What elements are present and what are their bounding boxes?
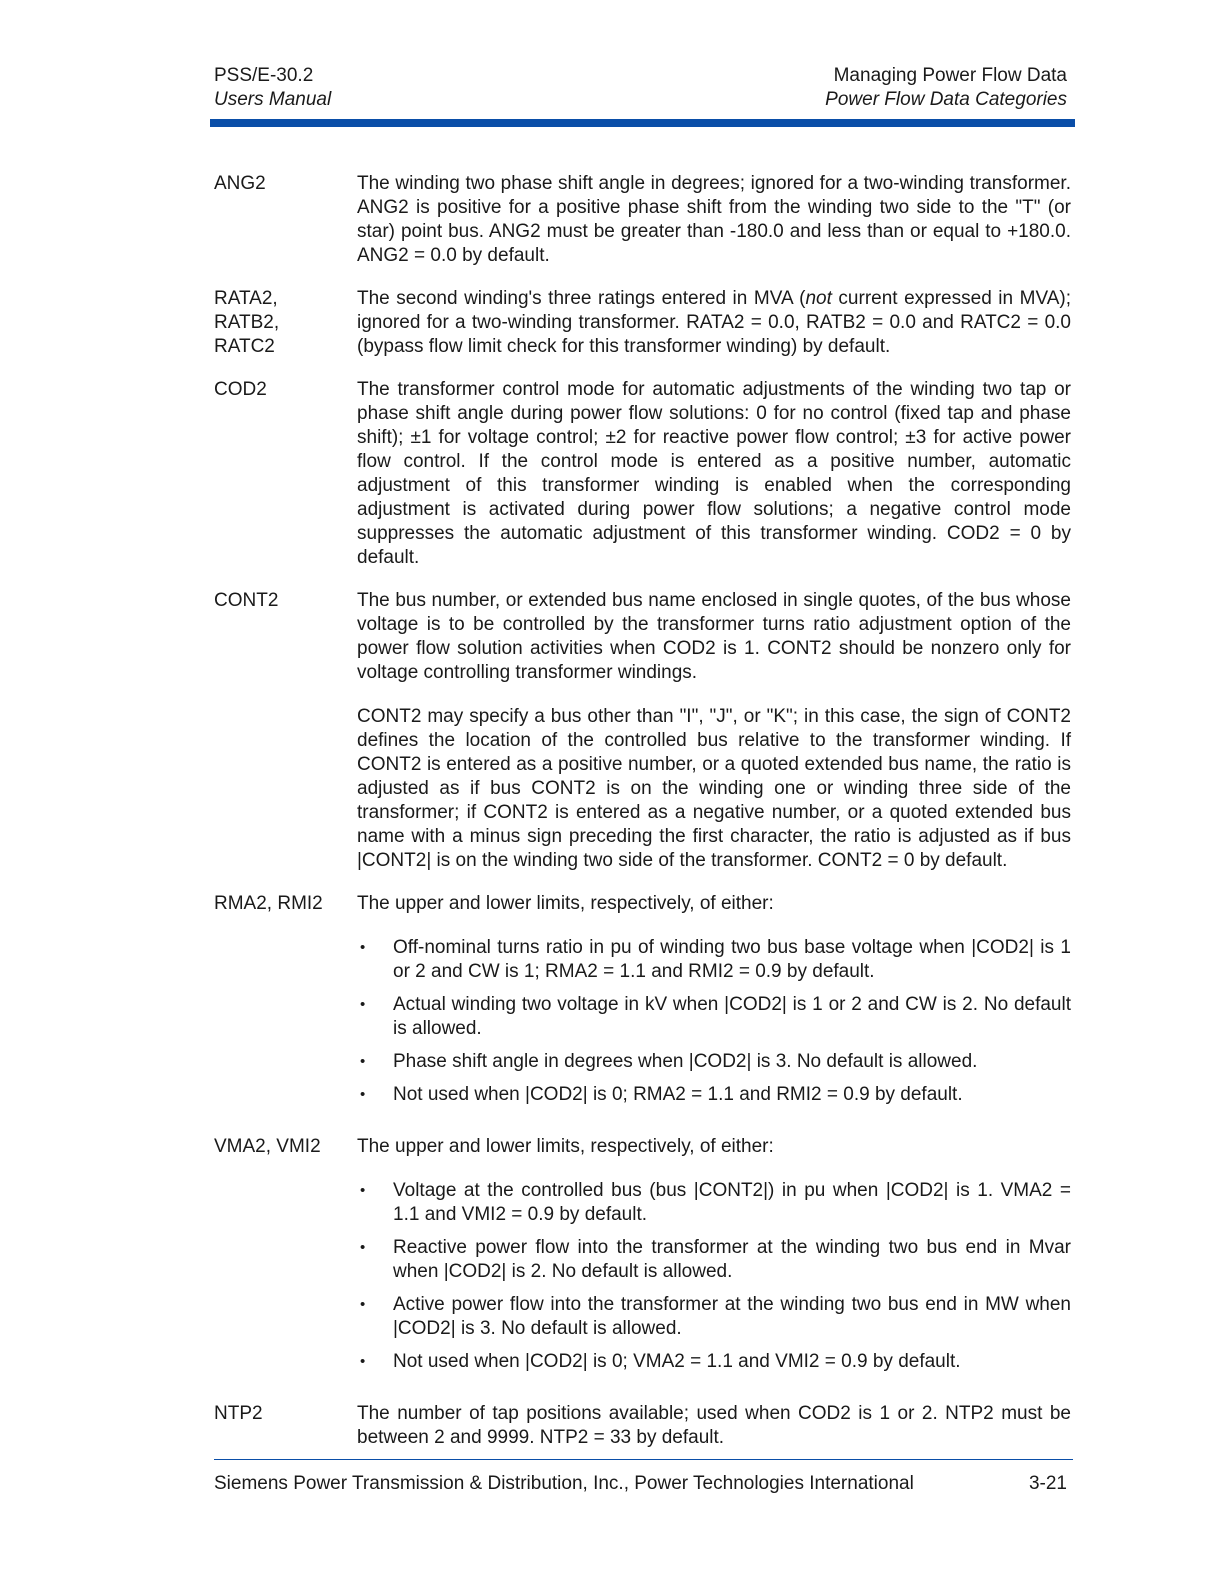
page-header bbox=[214, 64, 1067, 112]
page-footer bbox=[214, 1472, 1067, 1496]
bullet-item: • Active power flow into the transformer at the winding two bus end in MW when |COD2| is 3. No default is allowed. bbox=[357, 1293, 1071, 1341]
entry-cod2 bbox=[214, 378, 1071, 570]
term-cont2: CONT2 bbox=[214, 590, 279, 611]
entry-cont2 bbox=[214, 589, 1071, 873]
desc-vma2 bbox=[357, 1135, 1071, 1383]
chapter-title: Managing Power Flow Data bbox=[833, 65, 1067, 86]
desc-rata2-after: current expressed in MVA); ignored for a two-winding transformer. RATA2 = 0.0, RATB2 = 0.0 and RATC2 = 0.0 (bypass flow limit check for this transformer winding) by default. bbox=[357, 288, 1071, 357]
desc-cod2 bbox=[357, 378, 1071, 570]
desc-ntp2-text: The number of tap positions available; used when COD2 is 1 or 2. NTP2 must be between 2 and 9999. NTP2 = 33 by default. bbox=[357, 1403, 1071, 1448]
bullet-item: • Off-nominal turns ratio in pu of winding two bus base voltage when |COD2| is 1 or 2 and CW is 1; RMA2 = 1.1 and RMI2 = 0.9 by default. bbox=[357, 936, 1071, 984]
section-title: Power Flow Data Categories bbox=[825, 89, 1067, 110]
term-rata2-line: RATA2, bbox=[214, 288, 278, 309]
bullet-item: • Reactive power flow into the transformer at the winding two bus end in Mvar when |COD2| is 2. No default is allowed. bbox=[357, 1236, 1071, 1284]
footer-rule bbox=[214, 1459, 1073, 1460]
desc-rata2-text bbox=[357, 287, 1071, 359]
term-rata2 bbox=[214, 287, 357, 359]
header-rule bbox=[210, 119, 1075, 127]
desc-rata2-before: The second winding's three ratings entered in MVA ( bbox=[357, 288, 806, 309]
page-number: 3-21 bbox=[1028, 1473, 1067, 1494]
entry-ntp2 bbox=[214, 1402, 1071, 1450]
desc-ang2-text: The winding two phase shift angle in degrees; ignored for a two-winding transformer. ANG2 is positive for a positive phase shift from the winding two side to the "T" (or star) point bus. ANG2 must be greater than -180.0 and less than or equal to +180.0. ANG2 = 0.0 by default. bbox=[357, 173, 1071, 266]
vma2-bullet-list bbox=[357, 1179, 1071, 1374]
desc-ang2 bbox=[357, 172, 1071, 268]
definition-list bbox=[214, 172, 1071, 1469]
desc-cont2 bbox=[357, 589, 1071, 873]
header-row-2 bbox=[214, 88, 1067, 112]
entry-rata2 bbox=[214, 287, 1071, 359]
term-ntp2: NTP2 bbox=[214, 1403, 263, 1424]
desc-rma2-intro: The upper and lower limits, respectively, of either: bbox=[357, 893, 774, 914]
entry-rma2 bbox=[214, 892, 1071, 1116]
desc-ntp2 bbox=[357, 1402, 1071, 1450]
footer-company: Siemens Power Transmission & Distribution, Inc., Power Technologies International bbox=[214, 1473, 914, 1494]
desc-rata2 bbox=[357, 287, 1071, 359]
desc-cont2-para-1: The bus number, or extended bus name enclosed in single quotes, of the bus whose voltage is to be controlled by the transformer turns ratio adjustment option of the power flow solution activities when COD2 is 1. CONT2 should be nonzero only for voltage controlling transformer windings. bbox=[357, 590, 1071, 683]
entry-vma2 bbox=[214, 1135, 1071, 1383]
term-rma2: RMA2, RMI2 bbox=[214, 893, 323, 914]
desc-cont2-para-2: CONT2 may specify a bus other than "I", "J", or "K"; in this case, the sign of CONT2 defines the location of the controlled bus relative to the transformer winding. If CONT2 is entered as a positive number, or a quoted extended bus name, the ratio is adjusted as if bus CONT2 is on the winding one or winding three side of the transformer; if CONT2 is entered as a negative number, or a quoted extended bus name with a minus sign preceding the first character, the ratio is adjusted as if bus |CONT2| is on the winding two side of the transformer. CONT2 = 0 by default. bbox=[357, 706, 1071, 871]
term-ratb2-line: RATB2, bbox=[214, 312, 280, 333]
entry-ang2 bbox=[214, 172, 1071, 268]
desc-rma2 bbox=[357, 892, 1071, 1116]
term-ratc2-line: RATC2 bbox=[214, 336, 275, 357]
bullet-item: • Not used when |COD2| is 0; VMA2 = 1.1 and VMI2 = 0.9 by default. bbox=[357, 1350, 1071, 1374]
desc-cod2-text: The transformer control mode for automatic adjustments of the winding two tap or phase shift angle during power flow solutions: 0 for no control (fixed tap and phase shift); ±1 for voltage control; ±2 for reactive power flow control; ±3 for active power flow control. If the control mode is entered as a positive number, automatic adjustment of this transformer winding is enabled when the corresponding adjustment is activated during power flow solutions; a negative control mode suppresses the automatic adjustment of this transformer winding. COD2 = 0 by default. bbox=[357, 379, 1071, 568]
manual-name: Users Manual bbox=[214, 89, 332, 110]
bullet-item: • Phase shift angle in degrees when |COD2| is 3. No default is allowed. bbox=[357, 1050, 1071, 1074]
bullet-item: • Not used when |COD2| is 0; RMA2 = 1.1 and RMI2 = 0.9 by default. bbox=[357, 1083, 1071, 1107]
desc-vma2-intro: The upper and lower limits, respectively, of either: bbox=[357, 1136, 774, 1157]
desc-rata2-italic: not bbox=[805, 288, 832, 309]
product-name: PSS/E-30.2 bbox=[214, 65, 314, 86]
bullet-item: • Actual winding two voltage in kV when |COD2| is 1 or 2 and CW is 2. No default is allowed. bbox=[357, 993, 1071, 1041]
header-row-1 bbox=[214, 64, 1067, 88]
bullet-item: • Voltage at the controlled bus (bus |CONT2|) in pu when |COD2| is 1. VMA2 = 1.1 and VMI2 = 0.9 by default. bbox=[357, 1179, 1071, 1227]
term-cod2: COD2 bbox=[214, 379, 267, 400]
rma2-bullet-list bbox=[357, 936, 1071, 1107]
term-vma2: VMA2, VMI2 bbox=[214, 1136, 321, 1157]
term-ang2: ANG2 bbox=[214, 173, 266, 194]
